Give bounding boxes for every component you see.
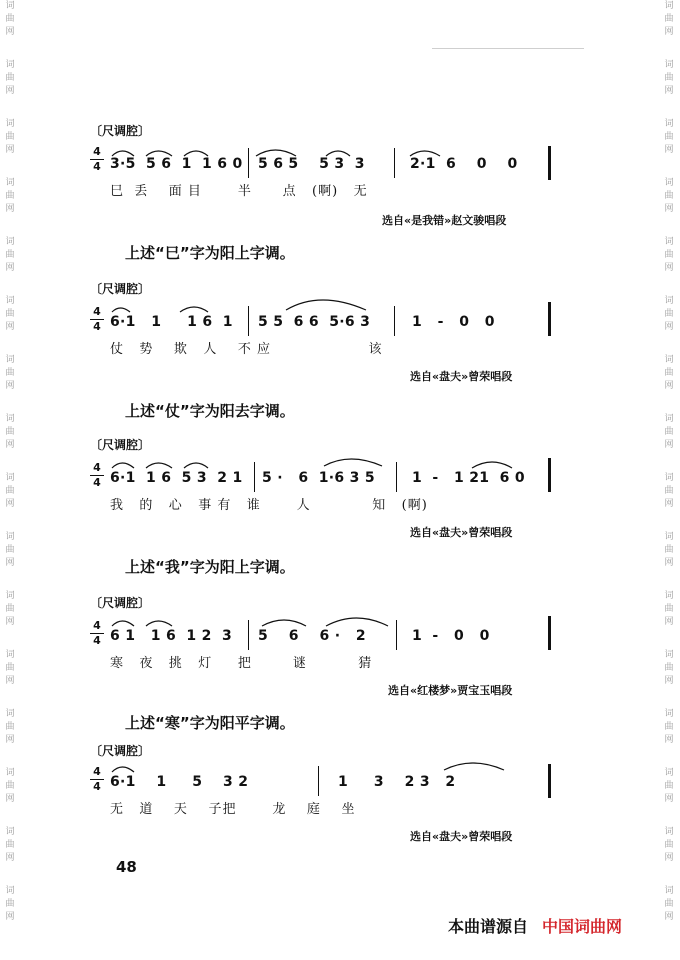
watermark-glyph: 曲 — [5, 486, 15, 496]
watermark-glyph: 词 — [664, 178, 674, 188]
final-bar-line — [548, 302, 551, 336]
watermark-gap — [3, 216, 17, 236]
final-bar-line — [548, 616, 551, 650]
watermark-glyph: 曲 — [5, 604, 15, 614]
watermark-glyph: 曲 — [664, 427, 674, 437]
watermark-gap — [662, 393, 676, 413]
watermark-glyph: 网 — [5, 381, 15, 391]
watermark-gap — [3, 806, 17, 826]
watermark-gap — [3, 98, 17, 118]
watermark-glyph: 网 — [664, 381, 674, 391]
watermark-glyph: 网 — [664, 145, 674, 155]
time-signature: 4 4 — [90, 306, 104, 333]
lyrics-line: 仗 势 欺 人 不 应 该 — [110, 342, 383, 357]
watermark-glyph: 词 — [5, 768, 15, 778]
notation-measure-3: 1 - 0 0 — [412, 628, 490, 644]
watermark-gap — [3, 393, 17, 413]
watermark-gap — [662, 511, 676, 531]
watermark-glyph: 词 — [5, 886, 15, 896]
watermark-glyph: 曲 — [5, 840, 15, 850]
watermark-glyph: 网 — [664, 27, 674, 37]
watermark-glyph: 词 — [664, 237, 674, 247]
watermark-gap — [662, 806, 676, 826]
bar-line — [248, 620, 249, 650]
caption: 上述“仗”字为阳去字调。 — [125, 402, 295, 420]
watermark-glyph: 网 — [664, 263, 674, 273]
lyrics-line: 寒 夜 挑 灯 把 谜 猜 — [110, 656, 373, 671]
bar-line — [394, 306, 395, 336]
watermark-gap — [3, 570, 17, 590]
watermark-glyph: 网 — [5, 676, 15, 686]
watermark-glyph: 网 — [664, 853, 674, 863]
notation-measure-1: 6·1 1 1 6 1 — [110, 314, 238, 330]
watermark-glyph: 曲 — [664, 132, 674, 142]
watermark-glyph: 网 — [5, 912, 15, 922]
bar-line — [394, 148, 395, 178]
watermark-glyph: 曲 — [5, 73, 15, 83]
watermark-glyph: 网 — [664, 676, 674, 686]
watermark-glyph: 词 — [664, 355, 674, 365]
watermark-glyph: 曲 — [5, 191, 15, 201]
notation-measure-1: 6·1 1 5 3 2 — [110, 774, 249, 790]
watermark-glyph: 网 — [664, 440, 674, 450]
bar-line — [248, 306, 249, 336]
watermark-glyph: 曲 — [5, 132, 15, 142]
watermark-glyph: 词 — [5, 473, 15, 483]
watermark-glyph: 网 — [664, 558, 674, 568]
notation-measure-3: 1 - 1 21 6 0 — [412, 470, 525, 486]
watermark-glyph: 曲 — [664, 73, 674, 83]
watermark-glyph: 网 — [5, 322, 15, 332]
watermark-glyph: 网 — [5, 853, 15, 863]
watermark-gap — [662, 39, 676, 59]
watermark-glyph: 曲 — [5, 14, 15, 24]
watermark-glyph: 曲 — [5, 309, 15, 319]
watermark-glyph: 曲 — [5, 368, 15, 378]
watermark-glyph: 词 — [664, 768, 674, 778]
slur-marks — [0, 292, 680, 316]
source-attribution: 选自«盘夫»曾荣唱段 — [410, 370, 513, 383]
watermark-glyph: 网 — [664, 204, 674, 214]
watermark-glyph: 网 — [664, 735, 674, 745]
watermark-glyph: 网 — [664, 794, 674, 804]
watermark-glyph: 词 — [664, 709, 674, 719]
watermark-glyph: 词 — [664, 886, 674, 896]
notation-measure-1: 6 1 1 6 1 2 3 — [110, 628, 233, 644]
watermark-glyph: 词 — [5, 296, 15, 306]
bar-line — [248, 148, 249, 178]
source-attribution: 选自«盘夫»曾荣唱段 — [410, 830, 513, 843]
watermark-glyph: 网 — [664, 499, 674, 509]
watermark-glyph: 词 — [5, 60, 15, 70]
watermark-glyph: 曲 — [664, 663, 674, 673]
lyrics-line: 我 的 心 事 有 谁 人 知 (啊) — [110, 498, 428, 513]
watermark-glyph: 网 — [5, 145, 15, 155]
caption: 上述“寒”字为阳平字调。 — [125, 714, 295, 732]
watermark-gap — [3, 688, 17, 708]
watermark-glyph: 曲 — [664, 722, 674, 732]
watermark-glyph: 网 — [664, 617, 674, 627]
watermark-glyph: 网 — [664, 322, 674, 332]
watermark-glyph: 词 — [5, 237, 15, 247]
watermark-gap — [3, 157, 17, 177]
watermark-glyph: 曲 — [5, 545, 15, 555]
source-attribution: 选自«盘夫»曾荣唱段 — [410, 526, 513, 539]
bar-line — [396, 462, 397, 492]
tune-tag: 〔尺调腔〕 — [90, 438, 151, 452]
watermark-gap — [662, 924, 676, 944]
watermark-gap — [3, 865, 17, 885]
watermark-glyph: 词 — [5, 591, 15, 601]
watermark-glyph: 曲 — [664, 545, 674, 555]
footer-label: 本曲谱源自 — [448, 917, 529, 936]
tune-tag: 〔尺调腔〕 — [90, 744, 151, 758]
watermark-gap — [3, 39, 17, 59]
watermark-glyph: 词 — [664, 1, 674, 11]
notation-measure-2: 1 3 2 3 2 — [338, 774, 456, 790]
watermark-glyph: 词 — [664, 473, 674, 483]
watermark-glyph: 曲 — [664, 309, 674, 319]
notation-measure-2: 5 6 6 · 2 — [258, 628, 366, 644]
caption: 上述“我”字为阳上字调。 — [125, 558, 295, 576]
watermark-glyph: 曲 — [5, 899, 15, 909]
watermark-gap — [662, 98, 676, 118]
watermark-gap — [3, 629, 17, 649]
watermark-glyph: 曲 — [5, 663, 15, 673]
watermark-glyph: 词 — [664, 532, 674, 542]
time-signature: 4 4 — [90, 146, 104, 173]
watermark-glyph: 曲 — [664, 899, 674, 909]
watermark-glyph: 词 — [664, 827, 674, 837]
watermark-gap — [662, 688, 676, 708]
watermark-glyph: 曲 — [664, 191, 674, 201]
watermark-glyph: 词 — [664, 591, 674, 601]
watermark-glyph: 曲 — [664, 604, 674, 614]
watermark-glyph: 曲 — [664, 781, 674, 791]
source-attribution: 选自«是我错»赵文骏唱段 — [382, 214, 507, 227]
watermark-gap — [662, 157, 676, 177]
slur-marks — [0, 448, 680, 472]
watermark-glyph: 网 — [5, 204, 15, 214]
tune-tag: 〔尺调腔〕 — [90, 596, 151, 610]
watermark-glyph: 网 — [5, 558, 15, 568]
notation-measure-1: 6·1 1 6 5 3 2 1 — [110, 470, 243, 486]
watermark-glyph: 词 — [5, 1, 15, 11]
final-bar-line — [548, 764, 551, 798]
watermark-gap — [662, 629, 676, 649]
caption: 上述“巳”字为阳上字调。 — [125, 244, 295, 262]
watermark-glyph: 词 — [5, 650, 15, 660]
footer-brand-link[interactable]: 中国词曲网 — [542, 917, 623, 936]
bar-line — [318, 766, 319, 796]
lyrics-line: 无 道 天 子把 龙 庭 坐 — [110, 802, 356, 817]
notation-measure-2: 5 5 6 6 5·6 3 — [258, 314, 371, 330]
watermark-glyph: 网 — [5, 794, 15, 804]
watermark-glyph: 网 — [5, 499, 15, 509]
watermark-glyph: 网 — [664, 912, 674, 922]
watermark-glyph: 词 — [5, 709, 15, 719]
tune-tag: 〔尺调腔〕 — [90, 124, 151, 138]
notation-measure-1: 3·5 5 6 1 1 6 0 — [110, 156, 248, 172]
watermark-glyph: 网 — [5, 86, 15, 96]
watermark-glyph: 曲 — [664, 368, 674, 378]
watermark-gap — [662, 334, 676, 354]
watermark-glyph: 词 — [5, 355, 15, 365]
watermark-glyph: 曲 — [664, 250, 674, 260]
watermark-glyph: 曲 — [5, 722, 15, 732]
watermark-glyph: 词 — [5, 119, 15, 129]
watermark-glyph: 曲 — [664, 486, 674, 496]
bar-line — [396, 620, 397, 650]
lyrics-line: 巳 丢 面 目 半 点 (啊) 无 — [110, 184, 368, 199]
notation-measure-3: 1 - 0 0 — [412, 314, 495, 330]
watermark-glyph: 词 — [664, 414, 674, 424]
time-signature: 4 4 — [90, 462, 104, 489]
watermark-gap — [662, 570, 676, 590]
watermark-glyph: 网 — [5, 617, 15, 627]
watermark-gap — [662, 865, 676, 885]
footer-credit — [448, 914, 622, 937]
slur-marks — [0, 752, 680, 776]
watermark-glyph: 词 — [5, 532, 15, 542]
source-attribution: 选自«红楼梦»贾宝玉唱段 — [388, 684, 513, 697]
watermark-gap — [3, 511, 17, 531]
watermark-glyph: 网 — [5, 440, 15, 450]
final-bar-line — [548, 458, 551, 492]
watermark-glyph: 词 — [664, 296, 674, 306]
watermark-glyph: 网 — [664, 86, 674, 96]
watermark-glyph: 曲 — [664, 14, 674, 24]
watermark-glyph: 曲 — [5, 427, 15, 437]
watermark-gap — [3, 334, 17, 354]
time-signature: 4 4 — [90, 766, 104, 793]
watermark-glyph: 词 — [664, 119, 674, 129]
watermark-glyph: 网 — [5, 27, 15, 37]
notation-measure-2: 5 · 6 1·6 3 5 — [262, 470, 375, 486]
page-number: 48 — [116, 858, 137, 876]
notation-measure-2: 5 6 5 5 3 3 — [258, 156, 365, 172]
watermark-glyph: 词 — [5, 414, 15, 424]
top-rule — [432, 48, 584, 49]
time-signature: 4 4 — [90, 620, 104, 647]
watermark-glyph: 词 — [664, 650, 674, 660]
slur-marks — [0, 606, 680, 630]
final-bar-line — [548, 146, 551, 180]
watermark-glyph: 网 — [5, 735, 15, 745]
bar-line — [254, 462, 255, 492]
notation-measure-3: 2·1 6 0 0 — [410, 156, 518, 172]
watermark-glyph: 曲 — [5, 250, 15, 260]
watermark-gap — [662, 216, 676, 236]
tune-tag: 〔尺调腔〕 — [90, 282, 151, 296]
watermark-glyph: 词 — [664, 60, 674, 70]
watermark-gap — [3, 924, 17, 944]
watermark-glyph: 词 — [5, 178, 15, 188]
watermark-glyph: 曲 — [664, 840, 674, 850]
watermark-glyph: 曲 — [5, 781, 15, 791]
watermark-glyph: 词 — [5, 827, 15, 837]
watermark-glyph: 网 — [5, 263, 15, 273]
